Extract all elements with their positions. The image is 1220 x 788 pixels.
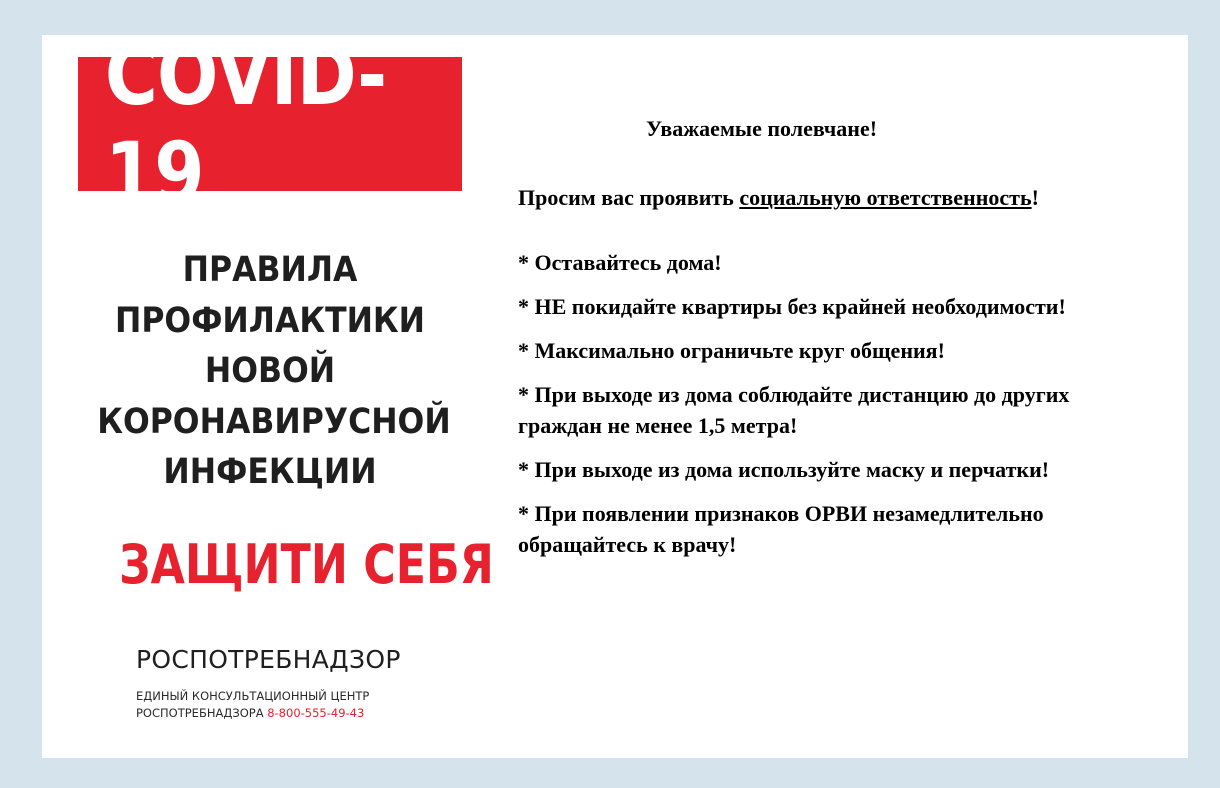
request-prefix: Просим вас проявить	[518, 185, 740, 210]
rule-item: * При появлении признаков ОРВИ незамедлительно обращайтесь к врачу!	[518, 501, 1044, 557]
rules-title-line: КОРОНАВИРУСНОЙ	[97, 401, 451, 442]
center-line-1: ЕДИНЫЙ КОНСУЛЬТАЦИОННЫЙ ЦЕНТР	[136, 689, 370, 703]
consultation-center	[136, 688, 369, 722]
protect-slogan-text: ЗАЩИТИ СЕБЯ	[119, 533, 494, 596]
greeting: Уважаемые полевчане!	[646, 116, 878, 141]
rules-list	[518, 247, 1158, 573]
center-line-2	[136, 705, 369, 722]
rules-title-line: ПРАВИЛА	[182, 250, 358, 290]
rule-item: * НЕ покидайте квартиры без крайней необходимости!	[518, 294, 1066, 319]
rules-title-line: ПРОФИЛАКТИКИ	[114, 300, 426, 341]
hotline-number: 8-800-555-49-43	[267, 706, 365, 720]
rules-title-line: ИНФЕКЦИИ	[163, 452, 377, 492]
rule-item: * Максимально ограничьте круг общения!	[518, 338, 945, 363]
protect-slogan	[78, 533, 494, 597]
rule-item: * При выходе из дома соблюдайте дистанцию до других граждан не менее 1,5 метра!	[518, 382, 1070, 438]
request-suffix: !	[1031, 185, 1039, 210]
notice-card	[42, 26, 1188, 758]
banner-title: COVID-19	[104, 26, 387, 222]
rules-title	[78, 245, 462, 498]
rule-item: * Оставайтесь дома!	[518, 250, 722, 275]
request-emphasis: социальную ответственность	[739, 185, 1032, 210]
center-line-2-text: РОСПОТРЕБНАДЗОРА	[136, 706, 264, 720]
organization-name: РОСПОТРЕБНАДЗОР	[136, 645, 401, 674]
covid-banner	[78, 26, 462, 222]
request-line	[518, 185, 1039, 211]
rule-item: * При выходе из дома используйте маску и перчатки!	[518, 457, 1050, 482]
rules-title-line: НОВОЙ	[204, 351, 336, 391]
